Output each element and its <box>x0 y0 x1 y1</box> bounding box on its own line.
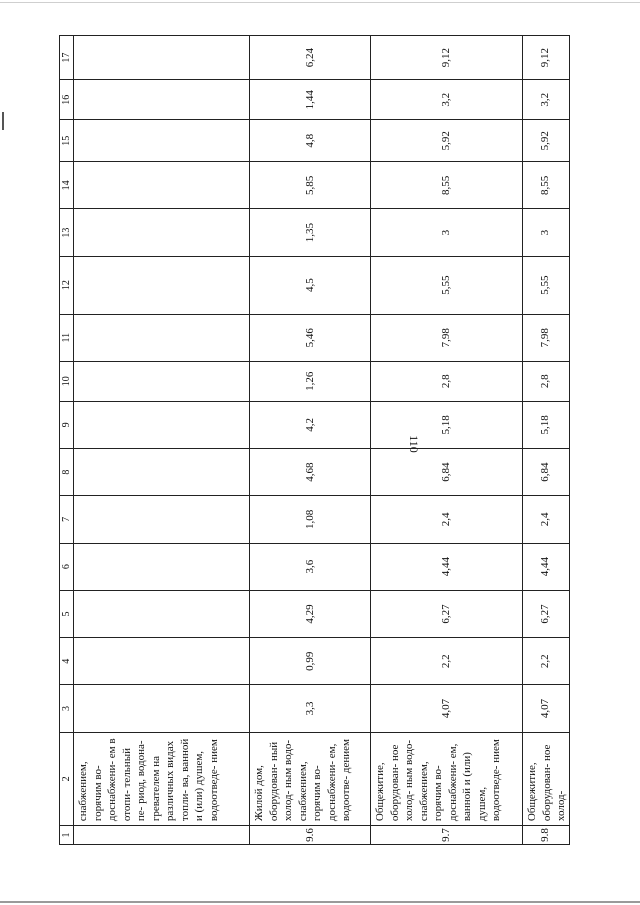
table-cell: 7,98 <box>371 314 523 361</box>
table-cell: 4,2 <box>250 401 371 448</box>
table-cell: 6,84 <box>371 449 523 496</box>
table-cell <box>74 36 250 80</box>
table-cell: 5,18 <box>523 401 570 448</box>
table-cell <box>74 256 250 314</box>
table-cell: 6,24 <box>250 36 371 80</box>
table-cell: 1,35 <box>250 209 371 256</box>
table-cell <box>74 496 250 543</box>
table-cell: 2,2 <box>371 638 523 685</box>
column-header: 6 <box>60 543 74 590</box>
table-cell: 5,55 <box>523 256 570 314</box>
table-cell: 5,92 <box>523 120 570 162</box>
table-row <box>250 36 371 845</box>
table-cell: 6,84 <box>523 449 570 496</box>
table-cell <box>74 361 250 401</box>
table-cell: 5,85 <box>250 162 371 209</box>
table-cell: 4,07 <box>371 685 523 732</box>
column-header: 11 <box>60 314 74 361</box>
table-row <box>74 36 250 845</box>
table-cell: 0,99 <box>250 638 371 685</box>
table-cell: 9,12 <box>371 36 523 80</box>
tariff-table <box>59 35 570 845</box>
table-cell <box>74 449 250 496</box>
table-cell: 2,8 <box>371 361 523 401</box>
rotated-table-wrapper <box>59 35 567 845</box>
column-header: 15 <box>60 120 74 162</box>
table-cell: 1,44 <box>250 80 371 120</box>
column-header: 17 <box>60 36 74 80</box>
table-cell <box>74 590 250 637</box>
table-cell: 6,27 <box>523 590 570 637</box>
table-cell <box>74 80 250 120</box>
table-cell: 8,55 <box>371 162 523 209</box>
table-cell: 6,27 <box>371 590 523 637</box>
page-number: 110 <box>407 435 421 453</box>
table-cell: 2,2 <box>523 638 570 685</box>
table-cell: 5,18 <box>371 401 523 448</box>
table-cell: 1,08 <box>250 496 371 543</box>
header-row <box>60 36 74 845</box>
table-cell: 4,68 <box>250 449 371 496</box>
column-header: 7 <box>60 496 74 543</box>
table-cell: 3 <box>371 209 523 256</box>
column-header: 1 <box>60 826 74 845</box>
table-cell: 4,44 <box>523 543 570 590</box>
column-header: 5 <box>60 590 74 637</box>
row-number: 9.7 <box>371 826 523 845</box>
row-description: снабжением, горячим во- доснабжени- ем в отопи- тельный пе- риод, водона- гревателем на различных видах топли- ва, ванной и (или) душем, водоотведе- нием <box>74 732 250 826</box>
table-cell: 2,4 <box>371 496 523 543</box>
table-cell: 4,29 <box>250 590 371 637</box>
column-header: 14 <box>60 162 74 209</box>
table-cell: 4,44 <box>371 543 523 590</box>
row-description: Общежитие, оборудован- ное холод- ным водо- снабжением, горячим во- доснабжени- ем, ванной и (или) душем, водоотведе- нием <box>371 732 523 826</box>
table-cell: 5,92 <box>371 120 523 162</box>
table-cell: 3,2 <box>371 80 523 120</box>
column-header: 9 <box>60 401 74 448</box>
table-cell <box>74 162 250 209</box>
table-cell <box>74 638 250 685</box>
table-row <box>371 36 523 845</box>
table-cell: 2,4 <box>523 496 570 543</box>
table-cell: 5,55 <box>371 256 523 314</box>
table-cell <box>74 314 250 361</box>
table-cell: 1,26 <box>250 361 371 401</box>
table-cell: 5,46 <box>250 314 371 361</box>
table-cell <box>74 120 250 162</box>
table-cell: 4,07 <box>523 685 570 732</box>
column-header: 10 <box>60 361 74 401</box>
column-header: 3 <box>60 685 74 732</box>
row-number <box>74 826 250 845</box>
table-cell: 4,8 <box>250 120 371 162</box>
table-cell: 8,55 <box>523 162 570 209</box>
table-cell: 3,6 <box>250 543 371 590</box>
column-header: 8 <box>60 449 74 496</box>
row-number: 9.8 <box>523 826 570 845</box>
table-cell: 9,12 <box>523 36 570 80</box>
table-cell <box>74 401 250 448</box>
column-header: 16 <box>60 80 74 120</box>
table-row <box>523 36 570 845</box>
table-cell: 2,8 <box>523 361 570 401</box>
column-header: 2 <box>60 732 74 826</box>
row-description: Жилой дом, оборудован- ный холод- ным водо- снабжением, горячим во- доснабжени- ем, водоотве- дением <box>250 732 371 826</box>
table-cell: 3,3 <box>250 685 371 732</box>
scan-top-edge <box>0 2 640 3</box>
column-header: 13 <box>60 209 74 256</box>
margin-mark <box>2 112 4 130</box>
table-cell <box>74 209 250 256</box>
table-cell: 3,2 <box>523 80 570 120</box>
table-cell: 7,98 <box>523 314 570 361</box>
table-cell: 3 <box>523 209 570 256</box>
row-number: 9.6 <box>250 826 371 845</box>
table-cell <box>74 685 250 732</box>
scan-bottom-edge <box>0 901 640 903</box>
column-header: 4 <box>60 638 74 685</box>
table-cell: 4,5 <box>250 256 371 314</box>
column-header: 12 <box>60 256 74 314</box>
table-cell <box>74 543 250 590</box>
row-description: Общежитие, оборудован- ное холод- <box>523 732 570 826</box>
